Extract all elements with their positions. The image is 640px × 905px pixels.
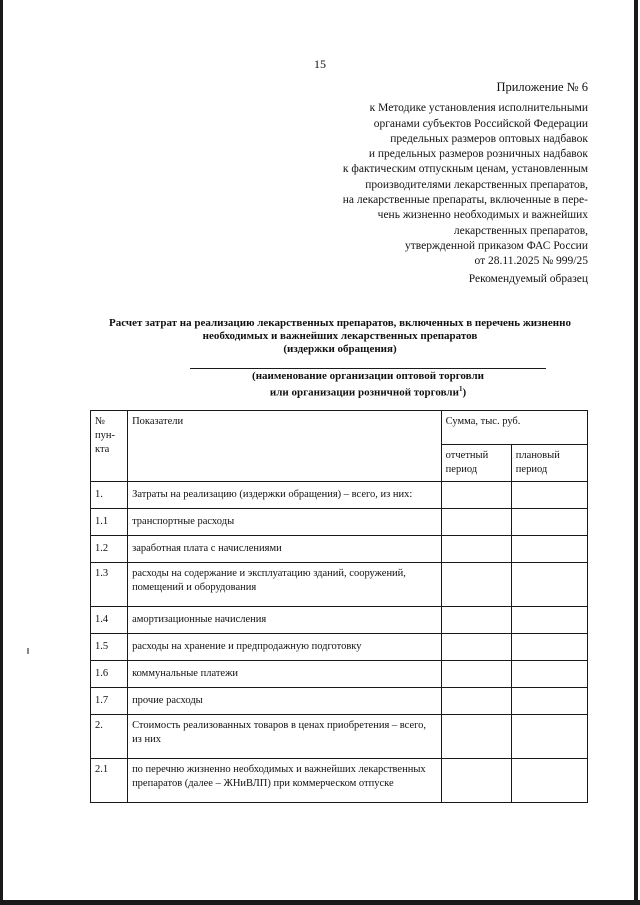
row-number: 1.5 — [91, 634, 128, 661]
table-row — [91, 634, 588, 661]
appendix-line: лекарственных препаратов, — [453, 224, 588, 237]
planned-value-cell — [511, 759, 587, 803]
planned-value-cell — [511, 688, 587, 715]
scan-border-bottom — [0, 900, 640, 905]
reporting-value-cell — [441, 482, 511, 509]
planned-value-cell — [511, 661, 587, 688]
table-row — [91, 563, 588, 607]
reporting-value-cell — [441, 607, 511, 634]
table-row — [91, 607, 588, 634]
row-label: заработная плата с начислениями — [128, 536, 442, 563]
organization-name-line — [190, 368, 546, 369]
planned-value-cell — [511, 509, 587, 536]
appendix-title: Приложение № 6 — [496, 80, 588, 94]
document-title-line: (издержки обращения) — [283, 343, 397, 355]
planned-value-cell — [511, 634, 587, 661]
scan-artifact — [27, 648, 29, 654]
appendix-line: к фактическим отпускным ценам, установленным — [342, 163, 588, 176]
table-row — [91, 715, 588, 759]
organization-caption — [190, 370, 546, 400]
header-number: № пун-кта — [91, 411, 128, 482]
header-reporting-period: отчетный период — [441, 445, 511, 482]
reporting-value-cell — [441, 661, 511, 688]
row-number: 1.6 — [91, 661, 128, 688]
sample-note: Рекомендуемый образец — [468, 273, 588, 285]
planned-value-cell — [511, 715, 587, 759]
row-label: транспортные расходы — [128, 509, 442, 536]
scan-border-right — [634, 0, 638, 905]
row-number: 1.7 — [91, 688, 128, 715]
appendix-line: и предельных размеров розничных надбавок — [368, 148, 588, 161]
table-row — [91, 688, 588, 715]
row-number: 1.2 — [91, 536, 128, 563]
document-title-line: необходимых и важнейших лекарственных препаратов — [202, 330, 478, 342]
row-label: Затраты на реализацию (издержки обращения) – всего, из них: — [128, 482, 442, 509]
document-title-line: Расчет затрат на реализацию лекарственных препаратов, включенных в перечень жизненно — [109, 317, 571, 329]
reporting-value-cell — [441, 634, 511, 661]
reporting-value-cell — [441, 688, 511, 715]
header-sum: Сумма, тыс. руб. — [441, 411, 587, 445]
appendix-block — [343, 80, 588, 270]
row-label: Стоимость реализованных товаров в ценах приобретения – всего, из них — [128, 715, 442, 759]
footnote-marker: 1 — [458, 385, 463, 393]
scan-border-left — [0, 0, 3, 905]
row-number: 1. — [91, 482, 128, 509]
row-label: коммунальные платежи — [128, 661, 442, 688]
appendix-line: органами субъектов Российской Федерации — [373, 117, 588, 130]
table-row — [91, 536, 588, 563]
reporting-value-cell — [441, 536, 511, 563]
row-number: 1.1 — [91, 509, 128, 536]
row-label: амортизационные начисления — [128, 607, 442, 634]
planned-value-cell — [511, 482, 587, 509]
reporting-value-cell — [441, 759, 511, 803]
page-number: 15 — [314, 57, 326, 71]
table-row — [91, 482, 588, 509]
table-row — [91, 759, 588, 803]
appendix-line: к Методике установления исполнительными — [369, 102, 588, 115]
row-label: расходы на содержание и эксплуатацию зданий, сооружений, помещений и оборудования — [128, 563, 442, 607]
reporting-value-cell — [441, 715, 511, 759]
appendix-line: утвержденной приказом ФАС России — [404, 239, 588, 252]
appendix-line: от 28.11.2025 № 999/25 — [474, 255, 588, 268]
row-number: 1.3 — [91, 563, 128, 607]
row-number: 1.4 — [91, 607, 128, 634]
row-label: по перечню жизненно необходимых и важнейших лекарственных препаратов (далее – ЖНиВЛП) при коммерческом отпуске — [128, 759, 442, 803]
appendix-line: производителями лекарственных препаратов, — [365, 178, 588, 191]
table-row — [91, 661, 588, 688]
table-row — [91, 509, 588, 536]
appendix-line: на лекарственные препараты, включенные в пере- — [342, 194, 588, 207]
reporting-value-cell — [441, 509, 511, 536]
planned-value-cell — [511, 536, 587, 563]
reporting-value-cell — [441, 563, 511, 607]
row-number: 2. — [91, 715, 128, 759]
document-title — [90, 317, 590, 356]
organization-caption-line: (наименование организации оптовой торговли — [252, 370, 484, 382]
header-planned-period: плановый период — [511, 445, 587, 482]
planned-value-cell — [511, 563, 587, 607]
appendix-line: предельных размеров оптовых надбавок — [390, 132, 588, 145]
costs-table — [90, 410, 588, 803]
organization-caption-line: или организации розничной торговли$^1$) — [269, 385, 467, 399]
appendix-line: чень жизненно необходимых и важнейших — [377, 209, 588, 222]
planned-value-cell — [511, 607, 587, 634]
row-label: прочие расходы — [128, 688, 442, 715]
header-indicator: Показатели — [128, 411, 442, 482]
row-number: 2.1 — [91, 759, 128, 803]
row-label: расходы на хранение и предпродажную подготовку — [128, 634, 442, 661]
